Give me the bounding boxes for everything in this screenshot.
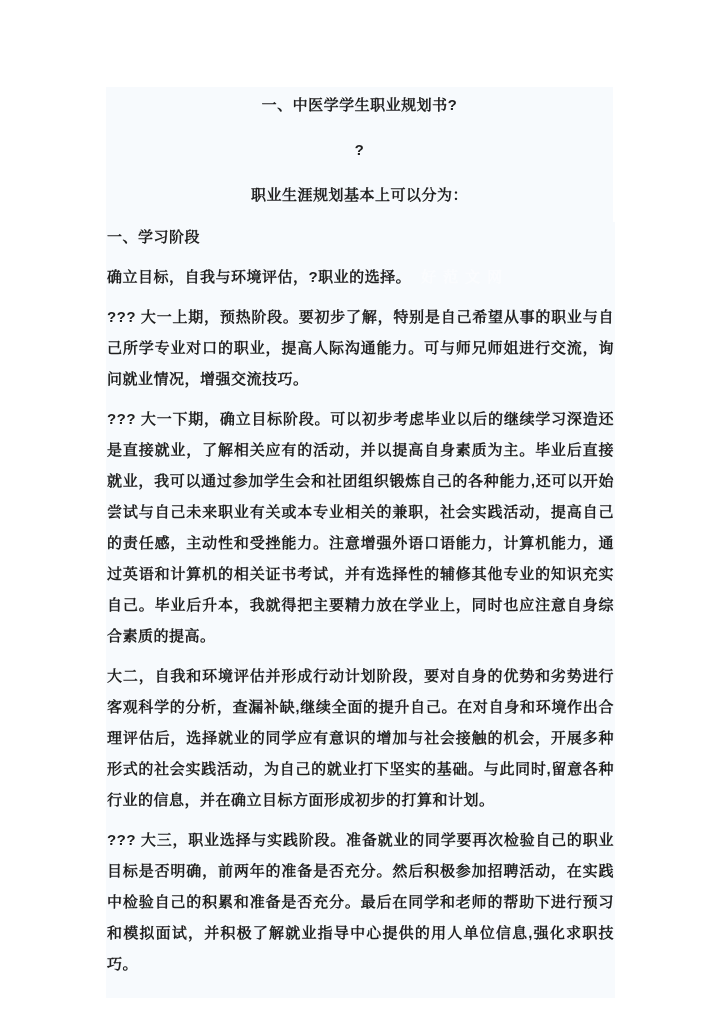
document-header — [106, 87, 613, 227]
header-question-mark: ? — [354, 142, 365, 159]
paragraph-sophomore: 大二，自我和环境评估并形成行动计划阶段，要对自身的优势和劣势进行客观科学的分析，查漏补缺,继续全面的提升自己。在对自身和环境作出合理评估后，选择就业的同学应有意识的增加与社会接触的机会，开展多种形式的社会实践活动，为自己的就业打下坚实的基础。与此同时,留意各种行业的信息，并在确立目标方面形成初步的打算和计划。 — [107, 668, 614, 809]
paragraph-freshman-first-term: ??? 大一上期，预热阶段。要初步了解，特别是自己希望从事的职业与自己所学专业对口的职业，提高人际沟通能力。可与师兄师姐进行交流，询问就业情况，增强交流技巧。 — [107, 309, 614, 388]
intro-text: 确立目标，自我与环境评估，?职业的选择。 — [107, 269, 412, 286]
document-body — [106, 222, 615, 998]
document-title: 一、中医学学生职业规划书? — [261, 97, 458, 114]
paragraph-freshman-second-term: ??? 大一下期，确立目标阶段。可以初步考虑毕业以后的继续学习深造还是直接就业，了解相关应有的活动，并以提高自身素质为主。毕业后直接就业，我可以通过参加学生会和社团组织锻炼自己的各种能力,还可以开始尝试与自己未来职业有关或本专业相关的兼职，社会实践活动，提高自己的责任感，主动性和受挫能力。注意增强外语口语能力，计算机能力，通过英语和计算机的相关证书考试，并有选择性的辅修其他专业的知识充实自己。毕业后升本，我就得把主要精力放在学业上，同时也应注意自身综合素质的提高。 — [107, 411, 614, 645]
paragraph-junior: ??? 大三，职业选择与实践阶段。准备就业的同学要再次检验自己的职业目标是否明确，前两年的准备是否充分。然后积极参加招聘活动，在实践中检验自己的积累和准备是否充分。最后在同学和老师的帮助下进行预习和模拟面试，并积极了解就业指导中心提供的用人单位信息,强化求职技巧。 — [107, 832, 614, 973]
watermark: 好范文网 — [421, 269, 510, 286]
intro-line — [107, 262, 614, 293]
document-subtitle: 职业生涯规划基本上可以分为： — [250, 187, 468, 204]
section-heading: 一、学习阶段 — [107, 229, 201, 246]
